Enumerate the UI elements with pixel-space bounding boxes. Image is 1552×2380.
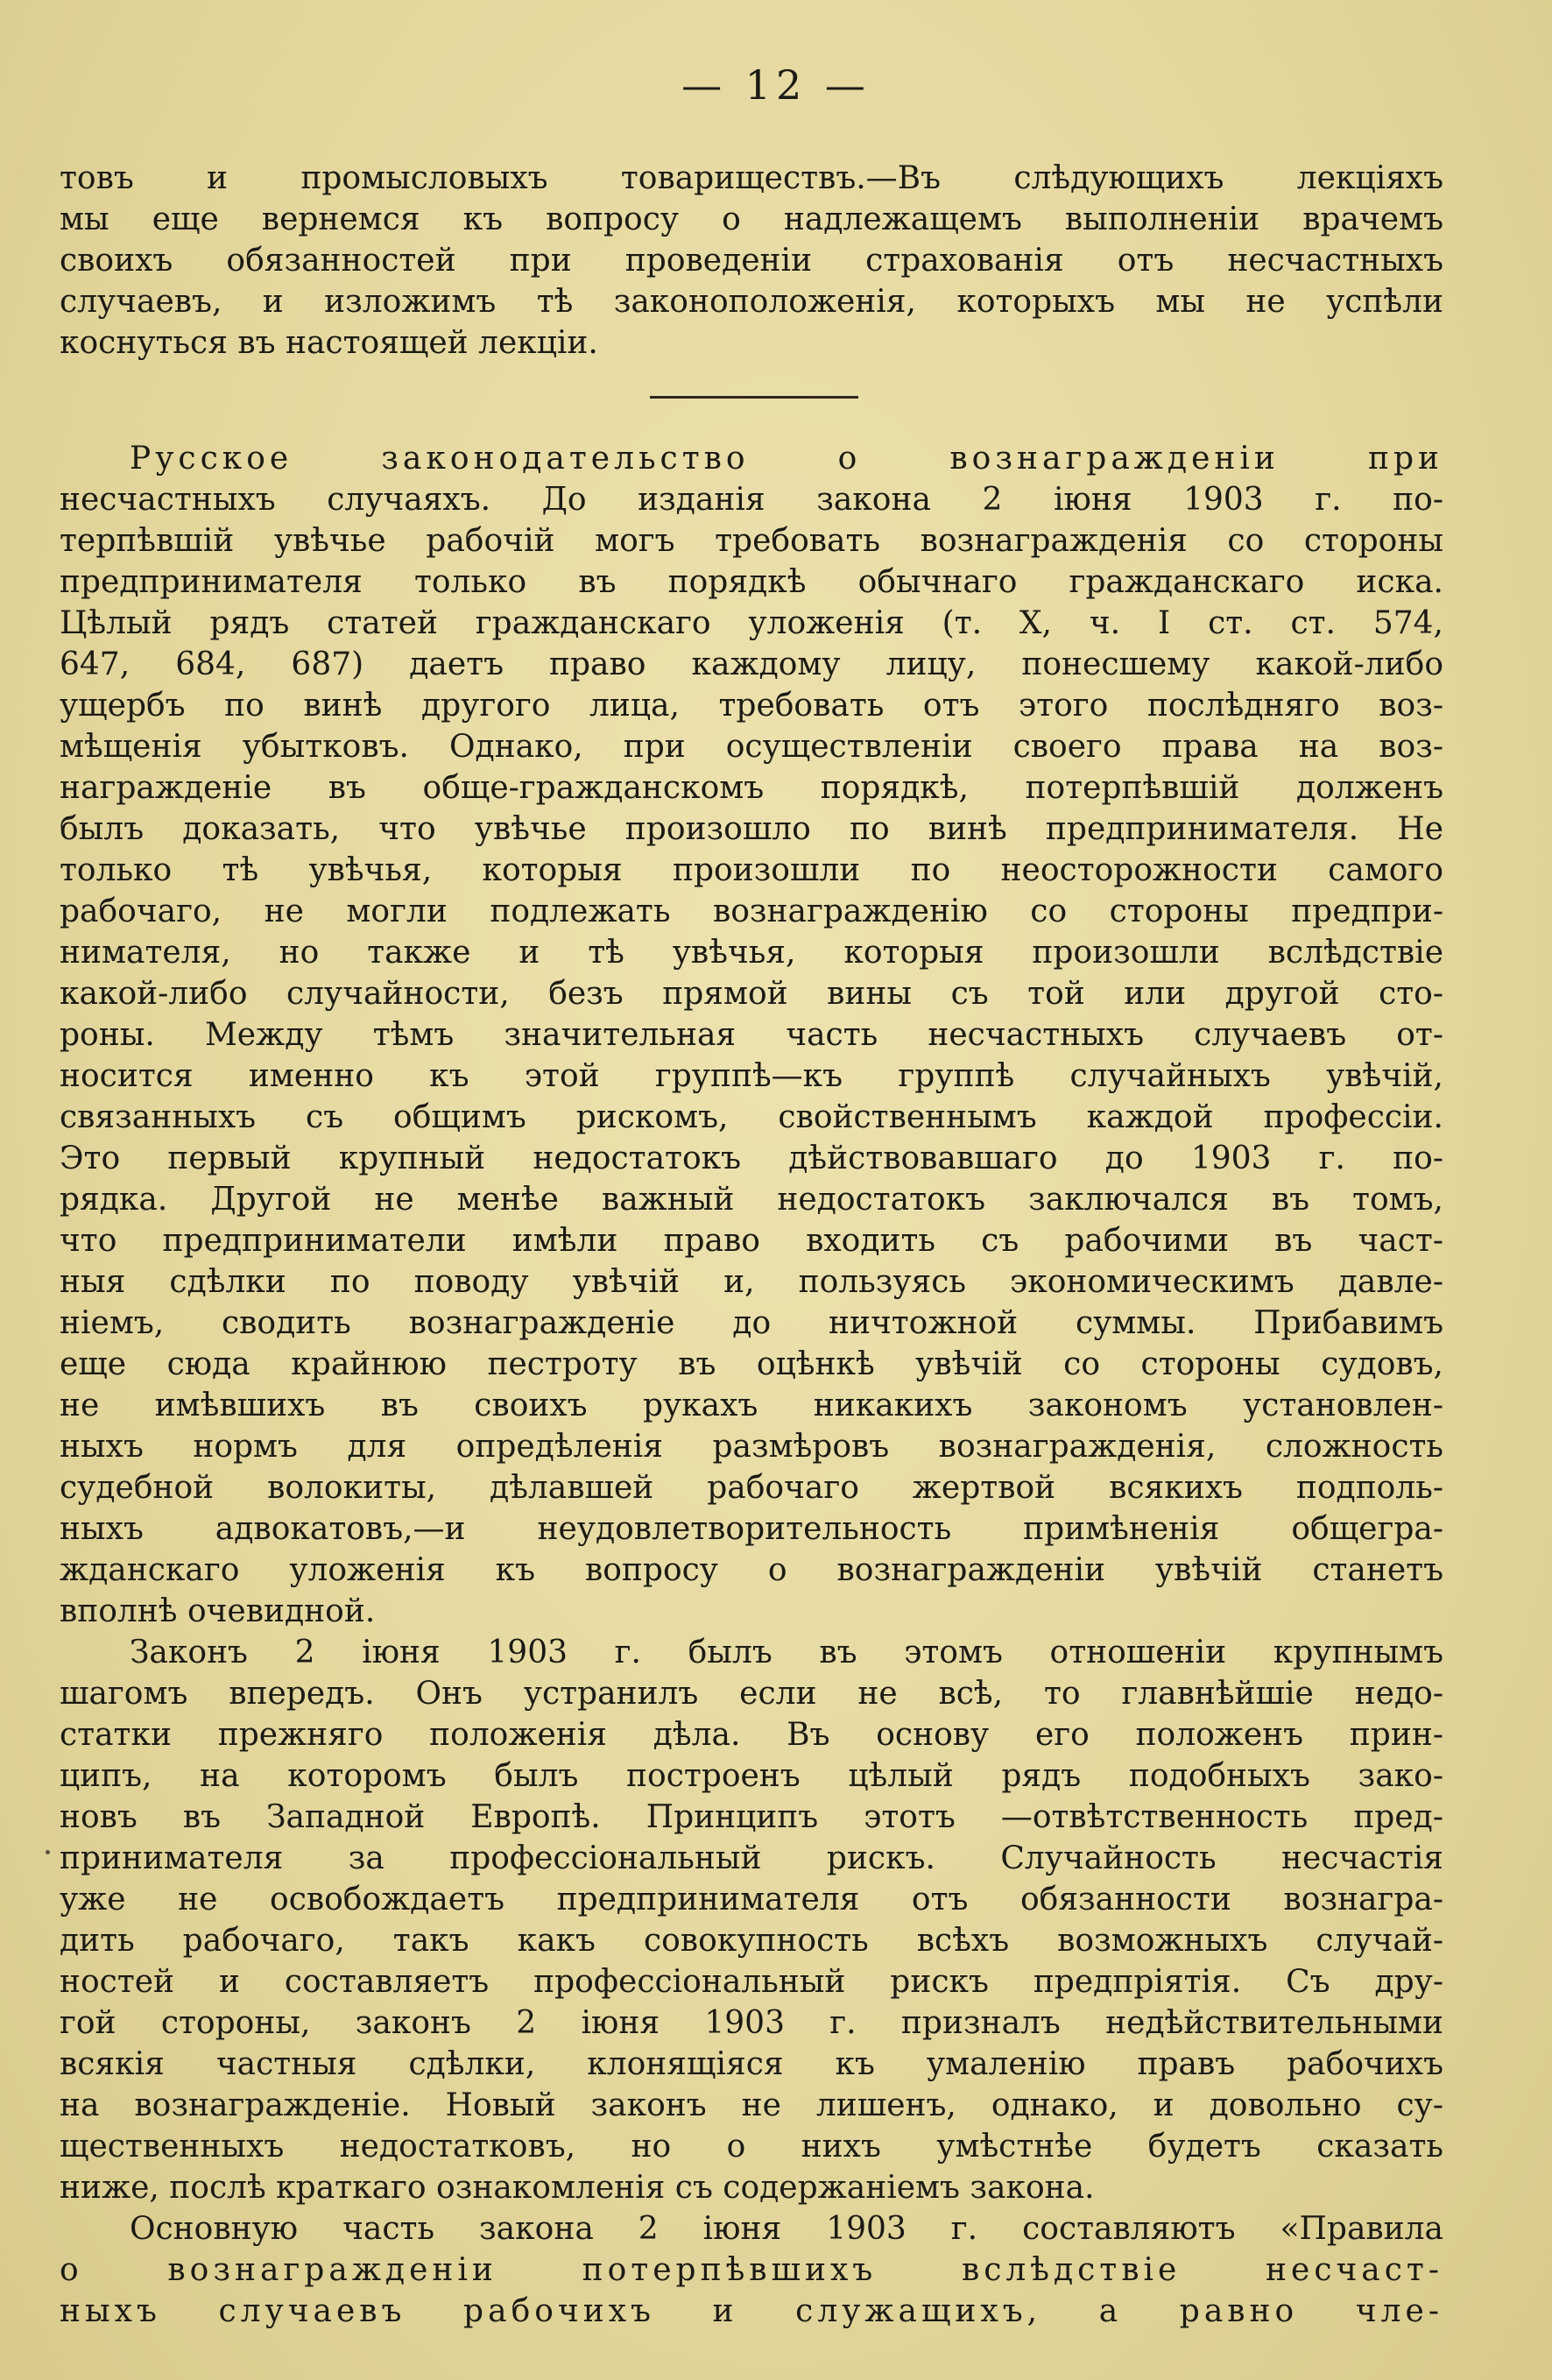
page-number: — 12 —: [681, 61, 871, 109]
section-divider: [650, 396, 858, 399]
text-line: Это первый крупный недостатокъ дѣйствовавшаго до 1903 г. по-: [60, 1141, 1443, 1176]
text-line: нимателя, но также и тѣ увѣчья, которыя произошли вслѣдствіе: [60, 935, 1443, 971]
text-line: Законъ 2 іюня 1903 г. былъ въ этомъ отношеніи крупнымъ: [130, 1635, 1443, 1670]
text-line: предпринимателя только въ порядкѣ обычнаго гражданскаго иска.: [60, 564, 1443, 600]
text-line: уже не освобождаетъ предпринимателя отъ обязанности вознагра-: [60, 1882, 1443, 1917]
text-line: не имѣвшихъ въ своихъ рукахъ никакихъ закономъ установлен-: [60, 1388, 1443, 1423]
text-line: ніемъ, сводить вознагражденіе до ничтожной суммы. Прибавимъ: [60, 1305, 1443, 1341]
text-line: дить рабочаго, такъ какъ совокупность всѣхъ возможныхъ случай-: [60, 1923, 1443, 1959]
text-line: гой стороны, законъ 2 іюня 1903 г. призналъ недѣйствительными: [60, 2005, 1443, 2041]
paragraph-intro: [60, 158, 1443, 364]
text-line: щественныхъ недостатковъ, но о нихъ умѣстнѣе будетъ сказать: [60, 2129, 1443, 2165]
text-line: ныхъ адвокатовъ,—и неудовлетворительность примѣненія общегра-: [60, 1511, 1443, 1547]
text-line: коснуться въ настоящей лекціи.: [60, 325, 598, 361]
text-line: несчастныхъ случаяхъ. До изданія закона 2 іюня 1903 г. по-: [60, 482, 1443, 518]
text-line: носится именно къ этой группѣ—къ группѣ случайныхъ увѣчій,: [60, 1058, 1443, 1094]
text-line: Основную часть закона 2 іюня 1903 г. составляютъ «Правила: [130, 2211, 1443, 2247]
text-line: новъ въ Западной Европѣ. Принципъ этотъ —отвѣтственность пред-: [60, 1799, 1443, 1835]
text-line: мѣщенія убытковъ. Однако, при осуществленіи своего права на воз-: [60, 729, 1443, 765]
text-line: принимателя за профессіональный рискъ. Случайность несчастія: [60, 1840, 1443, 1876]
text-line: только тѣ увѣчья, которыя произошли по неосторожности самого: [60, 852, 1443, 888]
text-line: случаевъ, и изложимъ тѣ законоположенія, которыхъ мы не успѣли: [60, 284, 1443, 320]
text-line: ниже, послѣ краткаго ознакомленія съ содержаніемъ закона.: [60, 2170, 1095, 2206]
text-line: всякія частныя сдѣлки, клонящіяся къ умаленію правъ рабочихъ: [60, 2046, 1443, 2082]
text-line: награжденіе въ обще-гражданскомъ порядкѣ, потерпѣвшій долженъ: [60, 770, 1443, 806]
text-line: мы еще вернемся къ вопросу о надлежащемъ выполненіи врачемъ: [60, 201, 1443, 237]
text-line: ущербъ по винѣ другого лица, требовать отъ этого послѣдняго воз-: [60, 688, 1443, 724]
text-line: рядка. Другой не менѣе важный недостатокъ заключался въ томъ,: [60, 1182, 1443, 1218]
text-line: Цѣлый рядъ статей гражданскаго уложенія (т. X, ч. I ст. ст. 574,: [60, 605, 1443, 641]
text-line: ныхъ случаевъ рабочихъ и служащихъ, а равно чле-: [60, 2293, 1443, 2329]
text-line: жданскаго уложенія къ вопросу о вознагражденіи увѣчій станетъ: [60, 1552, 1443, 1588]
text-line: терпѣвшій увѣчье рабочій могъ требовать вознагражденія со стороны: [60, 523, 1443, 559]
text-line: роны. Между тѣмъ значительная часть несчастныхъ случаевъ от-: [60, 1017, 1443, 1053]
section-heading-line: Русское законодательство о вознагражденіи при: [130, 441, 1443, 477]
text-line: товъ и промысловыхъ товариществъ.—Въ слѣдующихъ лекціяхъ: [60, 160, 1443, 196]
margin-speck: [46, 1850, 50, 1854]
text-line: статки прежняго положенія дѣла. Въ основу его положенъ прин-: [60, 1717, 1443, 1753]
text-line: судебной волокиты, дѣлавшей рабочаго жертвой всякихъ подполь-: [60, 1470, 1443, 1506]
text-line: вполнѣ очевидной.: [60, 1593, 376, 1629]
text-line: ныхъ нормъ для опредѣленія размѣровъ вознагражденія, сложность: [60, 1429, 1443, 1465]
text-line: шагомъ впередъ. Онъ устранилъ если не всѣ, то главнѣйшіе недо-: [60, 1676, 1443, 1712]
text-line: былъ доказать, что увѣчье произошло по винѣ предпринимателя. Не: [60, 811, 1443, 847]
text-line: о вознагражденіи потерпѣвшихъ вслѣдствіе несчаст-: [60, 2252, 1443, 2288]
text-line: 647, 684, 687) даетъ право каждому лицу, понесшему какой-либо: [60, 646, 1443, 682]
text-line: ныя сдѣлки по поводу увѣчій и, пользуясь экономическимъ давле-: [60, 1264, 1443, 1300]
text-line: связанныхъ съ общимъ рискомъ, свойственнымъ каждой профессіи.: [60, 1099, 1443, 1135]
text-line: ципъ, на которомъ былъ построенъ цѣлый рядъ подобныхъ зако-: [60, 1758, 1443, 1794]
text-line: ностей и составляетъ профессіональный рискъ предпріятія. Съ дру-: [60, 1964, 1443, 2000]
text-line: на вознагражденіе. Новый законъ не лишенъ, однако, и довольно су-: [60, 2087, 1443, 2123]
text-line: рабочаго, не могли подлежать вознагражденію со стороны предпри-: [60, 893, 1443, 929]
text-line: что предприниматели имѣли право входить съ рабочими въ част-: [60, 1223, 1443, 1259]
text-line: своихъ обязанностей при проведеніи страхованія отъ несчастныхъ: [60, 243, 1443, 279]
text-line: еще сюда крайнюю пестроту въ оцѣнкѣ увѣчій со стороны судовъ,: [60, 1346, 1443, 1382]
section-russian-legislation: [60, 438, 1443, 2332]
text-line: какой-либо случайности, безъ прямой вины съ той или другой сто-: [60, 976, 1443, 1012]
